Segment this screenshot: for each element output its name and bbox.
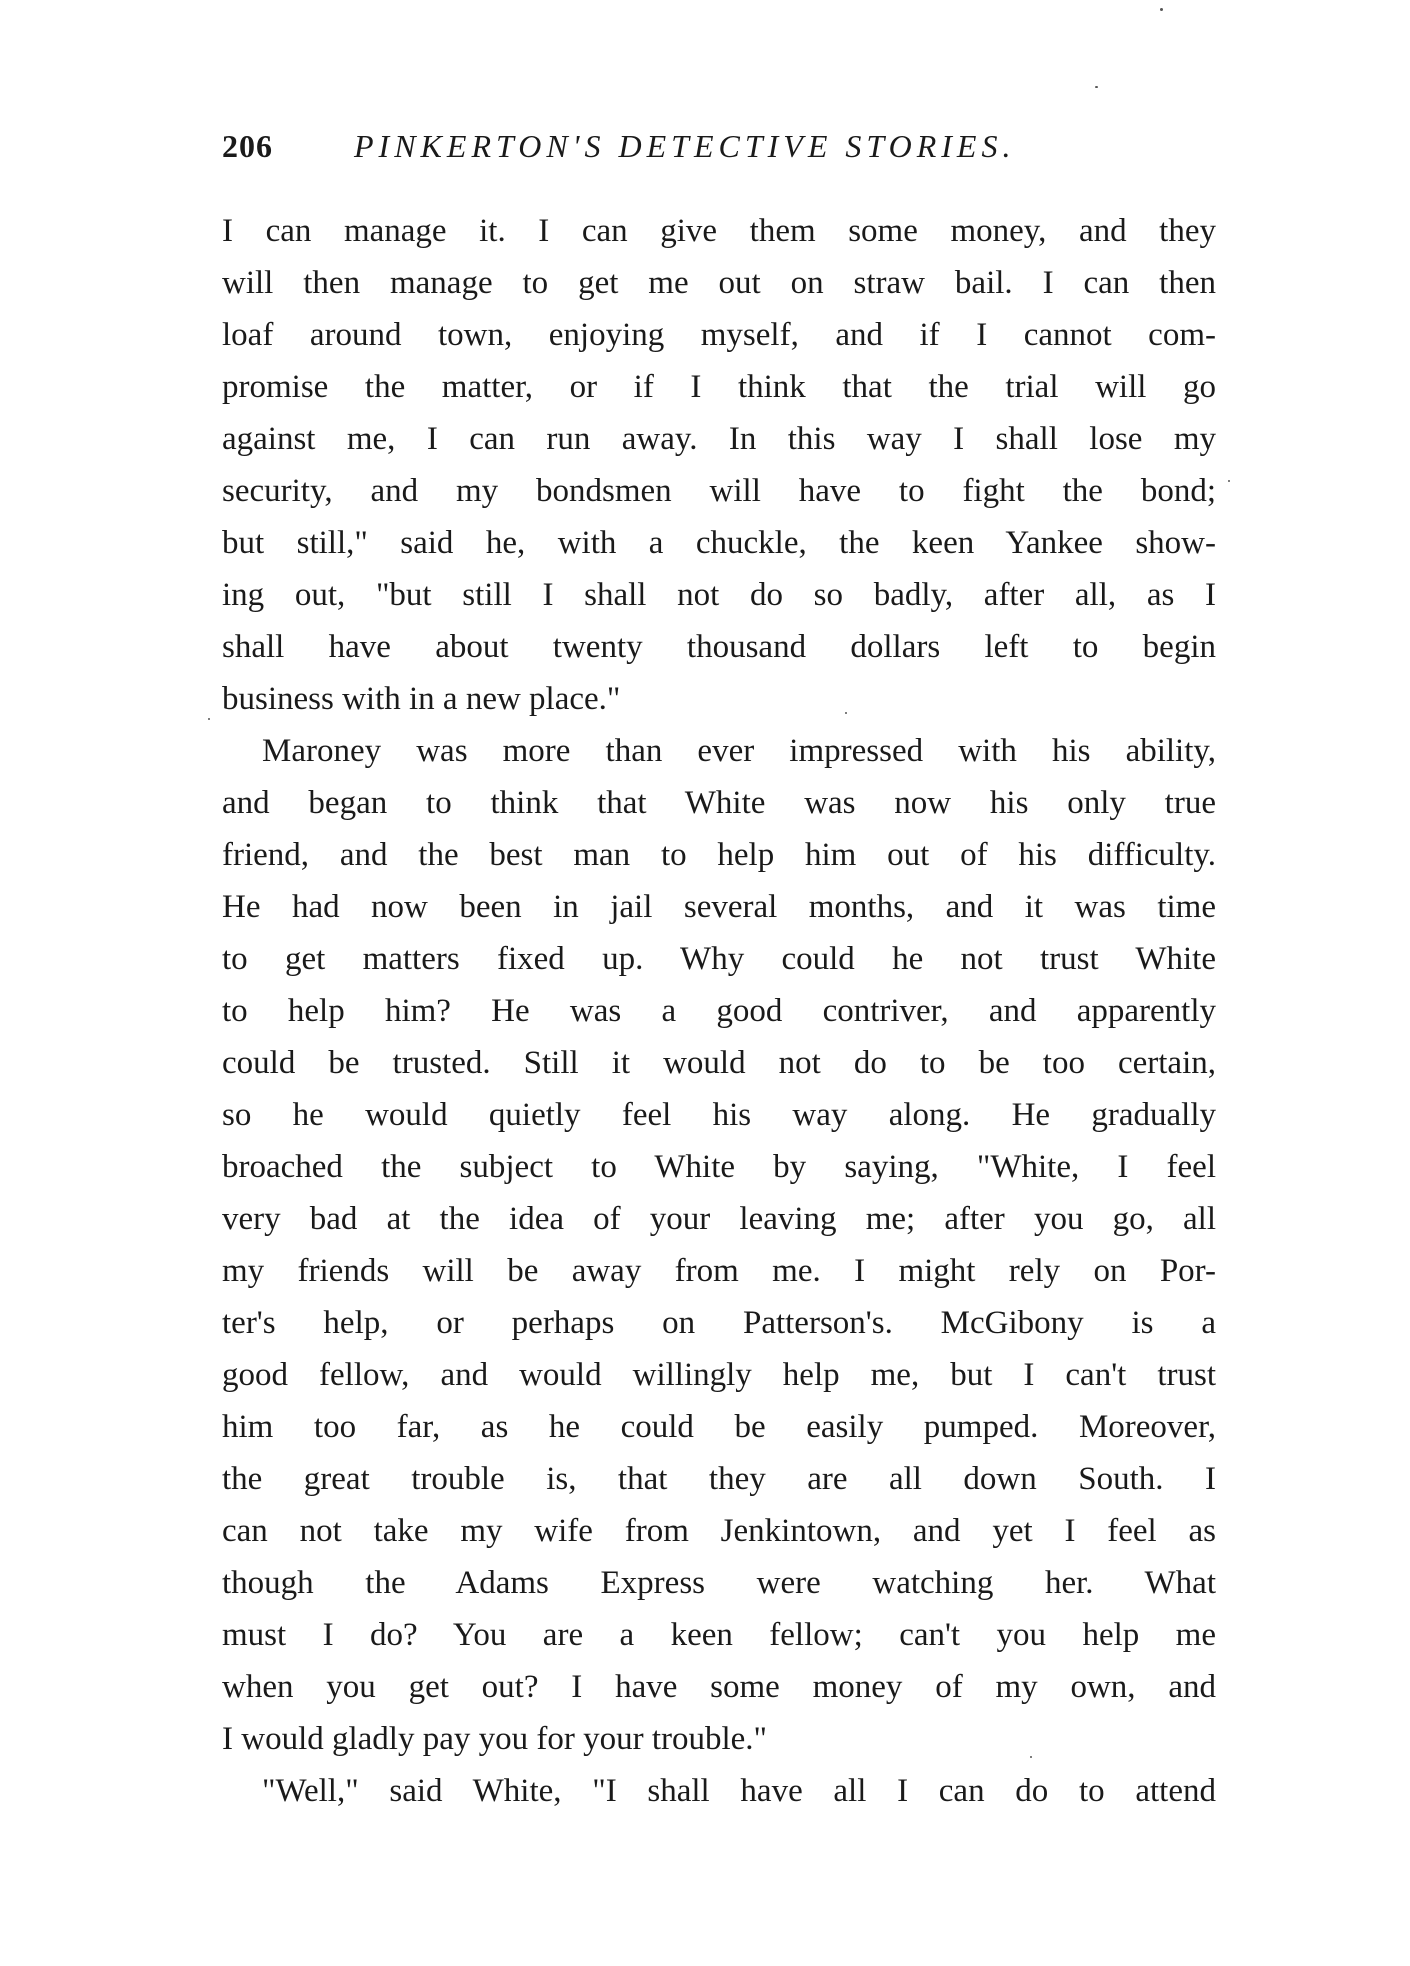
text-line: I would gladly pay you for your trouble." [222,1721,768,1757]
text-line: can not take my wife from Jenkintown, and yet I feel as [222,1513,1216,1549]
text-line: will then manage to get me out on straw bail. I can then [222,265,1216,301]
text-line: promise the matter, or if I think that the trial will go [222,369,1216,405]
text-line: He had now been in jail several months, and it was time [222,889,1216,925]
body-text [222,205,1216,1817]
paragraph-start-line: "Well," said White, "I shall have all I can do to attend [262,1773,1216,1809]
scan-speck [1160,8,1163,11]
scan-speck [1228,480,1230,482]
text-line: friend, and the best man to help him out of his difficulty. [222,837,1216,873]
text-line: so he would quietly feel his way along. He gradually [222,1097,1216,1133]
text-line: ing out, "but still I shall not do so badly, after all, as I [222,577,1216,613]
paragraph-start-line: Maroney was more than ever impressed with his ability, [262,733,1216,769]
text-line: when you get out? I have some money of my own, and [222,1669,1216,1705]
text-line: my friends will be away from me. I might rely on Por- [222,1253,1216,1289]
page-header [222,128,1222,168]
text-line: against me, I can run away. In this way I shall lose my [222,421,1216,457]
text-line: to get matters fixed up. Why could he not trust White [222,941,1216,977]
scan-speck [208,718,210,720]
text-line: but still," said he, with a chuckle, the keen Yankee show- [222,525,1216,561]
text-line: shall have about twenty thousand dollars left to begin [222,629,1216,665]
text-line: broached the subject to White by saying, "White, I feel [222,1149,1216,1185]
text-line: security, and my bondsmen will have to fight the bond; [222,473,1216,509]
text-line: though the Adams Express were watching her. What [222,1565,1216,1601]
scan-speck [845,712,847,714]
text-line: I can manage it. I can give them some money, and they [222,213,1216,249]
page-number: 206 [222,128,273,164]
text-line: business with in a new place." [222,681,621,717]
text-line: could be trusted. Still it would not do to be too certain, [222,1045,1216,1081]
text-line: very bad at the idea of your leaving me; after you go, all [222,1201,1216,1237]
text-line: the great trouble is, that they are all down South. I [222,1461,1216,1497]
scan-speck [1030,1756,1032,1758]
text-line: loaf around town, enjoying myself, and if I cannot com- [222,317,1216,353]
text-line: to help him? He was a good contriver, and apparently [222,993,1216,1029]
text-line: must I do? You are a keen fellow; can't you help me [222,1617,1216,1653]
scan-speck [1095,86,1098,88]
running-title: PINKERTON'S DETECTIVE STORIES. [354,128,1016,164]
text-line: ter's help, or perhaps on Patterson's. McGibony is a [222,1305,1216,1341]
text-line: and began to think that White was now his only true [222,785,1216,821]
text-line: him too far, as he could be easily pumped. Moreover, [222,1409,1216,1445]
text-line: good fellow, and would willingly help me, but I can't trust [222,1357,1216,1393]
